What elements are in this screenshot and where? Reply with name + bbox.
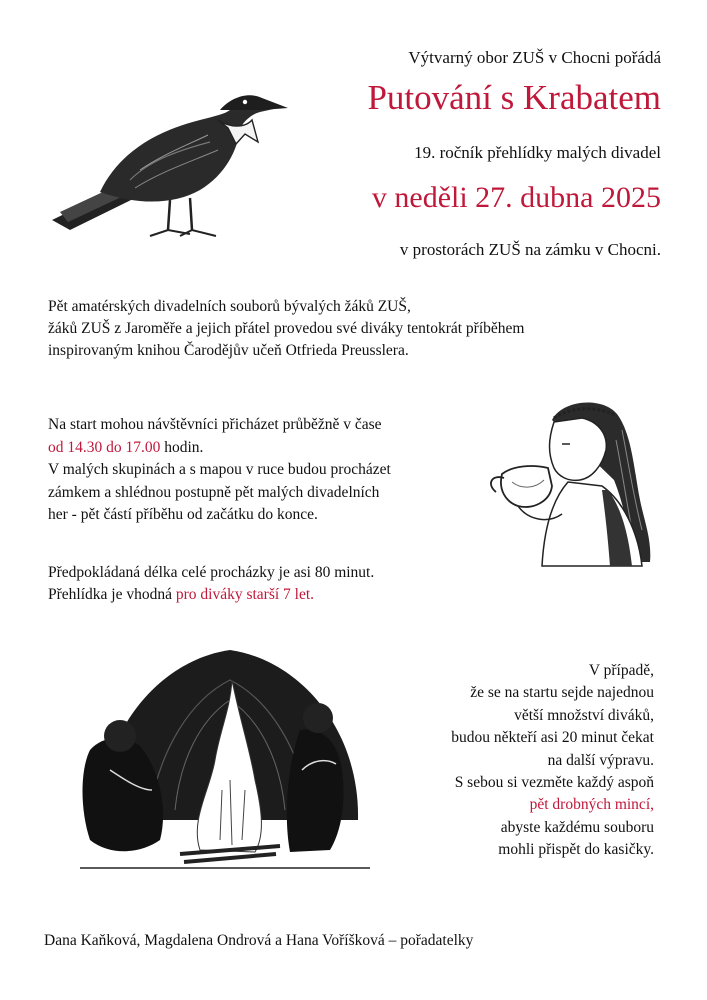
- event-title: Putování s Krabatem: [367, 78, 661, 117]
- waiting-line: větší množství diváků,: [514, 706, 654, 724]
- waiting-paragraph: [334, 660, 654, 862]
- start-time-highlight: od 14.30 do 17.00: [48, 438, 161, 456]
- coins-highlight: pět drobných mincí,: [529, 796, 654, 814]
- start-time-line: [48, 437, 468, 460]
- age-highlight: pro diváky starší 7 let.: [175, 586, 315, 603]
- age-line: [48, 584, 468, 606]
- intro-line: žáků ZUŠ z Jaroměře a jejich přátel provedou své diváky tentokrát příběhem: [48, 320, 525, 337]
- edition-line: 19. ročník přehlídky malých divadel: [414, 143, 661, 162]
- start-time-suffix: hodin.: [160, 438, 204, 456]
- waiting-line: abyste každému souboru: [500, 818, 654, 836]
- start-line: her - pět částí příběhu od začátku do konce.: [48, 506, 318, 523]
- waiting-line: budou někteří asi 20 minut čekat: [451, 729, 654, 747]
- organizer-line: Výtvarný obor ZUŠ v Chocni pořádá: [408, 48, 661, 67]
- intro-paragraph: [48, 296, 648, 362]
- duration-paragraph: [48, 562, 468, 606]
- intro-line: Pět amatérských divadelních souborů bývalých žáků ZUŠ,: [48, 298, 411, 315]
- start-paragraph: [48, 414, 468, 527]
- waiting-line: že se na startu sejde najednou: [470, 684, 654, 702]
- venue-line: v prostorách ZUŠ na zámku v Chocni.: [399, 240, 661, 259]
- organizers-footer: Dana Kaňková, Magdalena Ondrová a Hana Voříšková – pořadatelky: [44, 932, 474, 949]
- campfire-figures-illustration: [80, 640, 370, 880]
- duration-line: Předpokládaná délka celé procházky je asi 80 minut.: [48, 564, 375, 581]
- start-line: zámkem a shlédnou postupně pět malých divadelních: [48, 483, 380, 501]
- start-line: V malých skupinách a s mapou v ruce budou procházet: [48, 461, 391, 478]
- waiting-line: mohli přispět do kasičky.: [498, 841, 654, 859]
- raven-illustration: [40, 80, 290, 250]
- intro-line: inspirovaným knihou Čarodějův učeň Otfrieda Preusslera.: [48, 342, 409, 359]
- event-date: v neděli 27. dubna 2025: [371, 181, 661, 214]
- waiting-line: S sebou si vezměte každý aspoň: [454, 774, 654, 792]
- age-prefix: Přehlídka je vhodná: [48, 586, 176, 603]
- start-line: Na start mohou návštěvníci přicházet průběžně v čase: [48, 416, 382, 433]
- girl-with-jug-illustration: [482, 390, 672, 570]
- waiting-line: na další výpravu.: [547, 751, 654, 769]
- waiting-line: V případě,: [588, 662, 654, 679]
